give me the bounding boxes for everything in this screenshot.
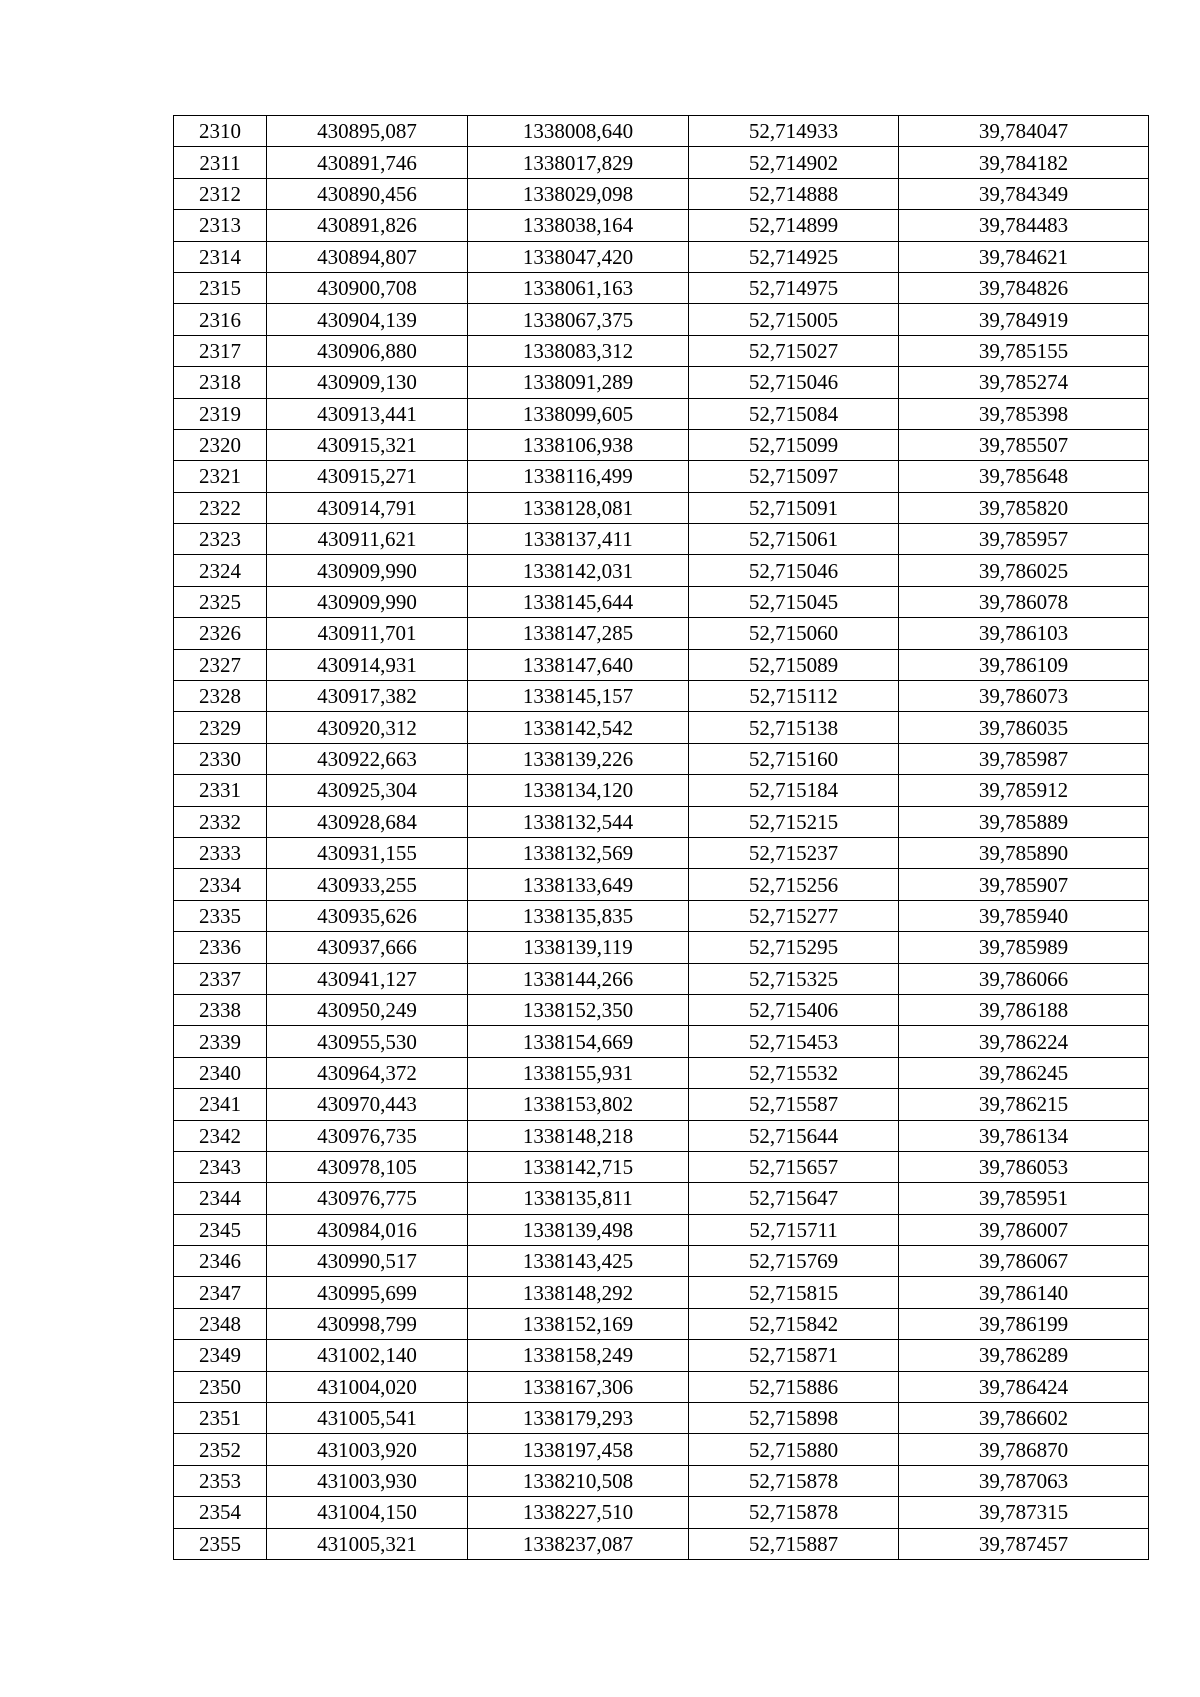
latitude-cell: 52,714888 (689, 178, 899, 209)
y-coordinate-cell: 1338158,249 (468, 1340, 689, 1371)
longitude-cell: 39,785987 (899, 743, 1149, 774)
point-number-cell: 2333 (174, 837, 267, 868)
latitude-cell: 52,715769 (689, 1246, 899, 1277)
x-coordinate-cell: 430911,621 (267, 524, 468, 555)
longitude-cell: 39,786035 (899, 712, 1149, 743)
latitude-cell: 52,715215 (689, 806, 899, 837)
table-row (174, 932, 1149, 963)
coordinates-table (173, 115, 1149, 1560)
x-coordinate-cell: 430990,517 (267, 1246, 468, 1277)
longitude-cell: 39,785890 (899, 837, 1149, 868)
table-row (174, 681, 1149, 712)
latitude-cell: 52,715027 (689, 335, 899, 366)
longitude-cell: 39,785155 (899, 335, 1149, 366)
longitude-cell: 39,785940 (899, 900, 1149, 931)
latitude-cell: 52,715842 (689, 1308, 899, 1339)
table-row (174, 1246, 1149, 1277)
longitude-cell: 39,787315 (899, 1497, 1149, 1528)
point-number-cell: 2346 (174, 1246, 267, 1277)
longitude-cell: 39,786073 (899, 681, 1149, 712)
x-coordinate-cell: 430922,663 (267, 743, 468, 774)
y-coordinate-cell: 1338143,425 (468, 1246, 689, 1277)
x-coordinate-cell: 431004,020 (267, 1371, 468, 1402)
point-number-cell: 2353 (174, 1465, 267, 1496)
x-coordinate-cell: 430900,708 (267, 272, 468, 303)
table-row (174, 1089, 1149, 1120)
point-number-cell: 2322 (174, 492, 267, 523)
latitude-cell: 52,715160 (689, 743, 899, 774)
point-number-cell: 2320 (174, 429, 267, 460)
y-coordinate-cell: 1338134,120 (468, 775, 689, 806)
latitude-cell: 52,714975 (689, 272, 899, 303)
point-number-cell: 2331 (174, 775, 267, 806)
x-coordinate-cell: 431003,920 (267, 1434, 468, 1465)
y-coordinate-cell: 1338106,938 (468, 429, 689, 460)
x-coordinate-cell: 430914,931 (267, 649, 468, 680)
table-row (174, 1277, 1149, 1308)
longitude-cell: 39,787063 (899, 1465, 1149, 1496)
latitude-cell: 52,715898 (689, 1403, 899, 1434)
table-row (174, 241, 1149, 272)
point-number-cell: 2337 (174, 963, 267, 994)
x-coordinate-cell: 430906,880 (267, 335, 468, 366)
longitude-cell: 39,786134 (899, 1120, 1149, 1151)
y-coordinate-cell: 1338061,163 (468, 272, 689, 303)
point-number-cell: 2323 (174, 524, 267, 555)
table-row (174, 963, 1149, 994)
point-number-cell: 2311 (174, 147, 267, 178)
longitude-cell: 39,784483 (899, 210, 1149, 241)
x-coordinate-cell: 430935,626 (267, 900, 468, 931)
x-coordinate-cell: 430891,826 (267, 210, 468, 241)
x-coordinate-cell: 430937,666 (267, 932, 468, 963)
point-number-cell: 2315 (174, 272, 267, 303)
table-row (174, 806, 1149, 837)
y-coordinate-cell: 1338139,119 (468, 932, 689, 963)
table-row (174, 712, 1149, 743)
table-row (174, 398, 1149, 429)
y-coordinate-cell: 1338137,411 (468, 524, 689, 555)
point-number-cell: 2339 (174, 1026, 267, 1057)
latitude-cell: 52,715878 (689, 1465, 899, 1496)
longitude-cell: 39,786424 (899, 1371, 1149, 1402)
x-coordinate-cell: 430976,775 (267, 1183, 468, 1214)
y-coordinate-cell: 1338017,829 (468, 147, 689, 178)
longitude-cell: 39,785507 (899, 429, 1149, 460)
longitude-cell: 39,786224 (899, 1026, 1149, 1057)
longitude-cell: 39,786602 (899, 1403, 1149, 1434)
latitude-cell: 52,715256 (689, 869, 899, 900)
x-coordinate-cell: 430955,530 (267, 1026, 468, 1057)
point-number-cell: 2354 (174, 1497, 267, 1528)
latitude-cell: 52,715878 (689, 1497, 899, 1528)
x-coordinate-cell: 430976,735 (267, 1120, 468, 1151)
longitude-cell: 39,784826 (899, 272, 1149, 303)
y-coordinate-cell: 1338116,499 (468, 461, 689, 492)
table-row (174, 1528, 1149, 1559)
table-row (174, 304, 1149, 335)
x-coordinate-cell: 430911,701 (267, 618, 468, 649)
latitude-cell: 52,715406 (689, 994, 899, 1025)
x-coordinate-cell: 430895,087 (267, 116, 468, 147)
longitude-cell: 39,786066 (899, 963, 1149, 994)
y-coordinate-cell: 1338147,640 (468, 649, 689, 680)
longitude-cell: 39,786140 (899, 1277, 1149, 1308)
x-coordinate-cell: 430894,807 (267, 241, 468, 272)
point-number-cell: 2335 (174, 900, 267, 931)
table-row (174, 1057, 1149, 1088)
longitude-cell: 39,785957 (899, 524, 1149, 555)
table-row (174, 994, 1149, 1025)
latitude-cell: 52,715647 (689, 1183, 899, 1214)
x-coordinate-cell: 430950,249 (267, 994, 468, 1025)
y-coordinate-cell: 1338038,164 (468, 210, 689, 241)
y-coordinate-cell: 1338067,375 (468, 304, 689, 335)
longitude-cell: 39,785889 (899, 806, 1149, 837)
coordinates-table-body (174, 116, 1149, 1560)
table-row (174, 429, 1149, 460)
table-row (174, 335, 1149, 366)
point-number-cell: 2327 (174, 649, 267, 680)
point-number-cell: 2326 (174, 618, 267, 649)
x-coordinate-cell: 430931,155 (267, 837, 468, 868)
y-coordinate-cell: 1338008,640 (468, 116, 689, 147)
y-coordinate-cell: 1338147,285 (468, 618, 689, 649)
longitude-cell: 39,784047 (899, 116, 1149, 147)
latitude-cell: 52,715887 (689, 1528, 899, 1559)
latitude-cell: 52,715099 (689, 429, 899, 460)
point-number-cell: 2319 (174, 398, 267, 429)
x-coordinate-cell: 430970,443 (267, 1089, 468, 1120)
y-coordinate-cell: 1338210,508 (468, 1465, 689, 1496)
point-number-cell: 2330 (174, 743, 267, 774)
latitude-cell: 52,715091 (689, 492, 899, 523)
point-number-cell: 2352 (174, 1434, 267, 1465)
x-coordinate-cell: 430998,799 (267, 1308, 468, 1339)
y-coordinate-cell: 1338155,931 (468, 1057, 689, 1088)
latitude-cell: 52,715089 (689, 649, 899, 680)
table-row (174, 618, 1149, 649)
table-row (174, 1465, 1149, 1496)
latitude-cell: 52,715295 (689, 932, 899, 963)
table-row (174, 555, 1149, 586)
longitude-cell: 39,786870 (899, 1434, 1149, 1465)
x-coordinate-cell: 430941,127 (267, 963, 468, 994)
y-coordinate-cell: 1338144,266 (468, 963, 689, 994)
latitude-cell: 52,715277 (689, 900, 899, 931)
x-coordinate-cell: 430915,271 (267, 461, 468, 492)
y-coordinate-cell: 1338047,420 (468, 241, 689, 272)
latitude-cell: 52,715325 (689, 963, 899, 994)
x-coordinate-cell: 430904,139 (267, 304, 468, 335)
table-row (174, 1497, 1149, 1528)
y-coordinate-cell: 1338139,226 (468, 743, 689, 774)
longitude-cell: 39,786109 (899, 649, 1149, 680)
point-number-cell: 2338 (174, 994, 267, 1025)
y-coordinate-cell: 1338083,312 (468, 335, 689, 366)
x-coordinate-cell: 430913,441 (267, 398, 468, 429)
longitude-cell: 39,786025 (899, 555, 1149, 586)
x-coordinate-cell: 430917,382 (267, 681, 468, 712)
x-coordinate-cell: 430920,312 (267, 712, 468, 743)
longitude-cell: 39,786199 (899, 1308, 1149, 1339)
y-coordinate-cell: 1338154,669 (468, 1026, 689, 1057)
latitude-cell: 52,715005 (689, 304, 899, 335)
y-coordinate-cell: 1338152,350 (468, 994, 689, 1025)
x-coordinate-cell: 430984,016 (267, 1214, 468, 1245)
table-row (174, 586, 1149, 617)
longitude-cell: 39,785951 (899, 1183, 1149, 1214)
point-number-cell: 2325 (174, 586, 267, 617)
latitude-cell: 52,715657 (689, 1151, 899, 1182)
x-coordinate-cell: 430914,791 (267, 492, 468, 523)
latitude-cell: 52,715138 (689, 712, 899, 743)
x-coordinate-cell: 431003,930 (267, 1465, 468, 1496)
longitude-cell: 39,784182 (899, 147, 1149, 178)
latitude-cell: 52,715815 (689, 1277, 899, 1308)
point-number-cell: 2317 (174, 335, 267, 366)
table-row (174, 1371, 1149, 1402)
x-coordinate-cell: 430933,255 (267, 869, 468, 900)
table-row (174, 1120, 1149, 1151)
latitude-cell: 52,714902 (689, 147, 899, 178)
point-number-cell: 2334 (174, 869, 267, 900)
point-number-cell: 2310 (174, 116, 267, 147)
table-row (174, 837, 1149, 868)
y-coordinate-cell: 1338197,458 (468, 1434, 689, 1465)
latitude-cell: 52,715112 (689, 681, 899, 712)
latitude-cell: 52,715886 (689, 1371, 899, 1402)
latitude-cell: 52,715871 (689, 1340, 899, 1371)
y-coordinate-cell: 1338152,169 (468, 1308, 689, 1339)
table-row (174, 147, 1149, 178)
y-coordinate-cell: 1338142,715 (468, 1151, 689, 1182)
y-coordinate-cell: 1338148,218 (468, 1120, 689, 1151)
table-row (174, 1026, 1149, 1057)
x-coordinate-cell: 430928,684 (267, 806, 468, 837)
latitude-cell: 52,715237 (689, 837, 899, 868)
point-number-cell: 2340 (174, 1057, 267, 1088)
longitude-cell: 39,785648 (899, 461, 1149, 492)
longitude-cell: 39,786078 (899, 586, 1149, 617)
longitude-cell: 39,786245 (899, 1057, 1149, 1088)
table-row (174, 1183, 1149, 1214)
longitude-cell: 39,785398 (899, 398, 1149, 429)
longitude-cell: 39,786289 (899, 1340, 1149, 1371)
y-coordinate-cell: 1338132,569 (468, 837, 689, 868)
y-coordinate-cell: 1338142,542 (468, 712, 689, 743)
y-coordinate-cell: 1338153,802 (468, 1089, 689, 1120)
table-row (174, 1308, 1149, 1339)
longitude-cell: 39,785989 (899, 932, 1149, 963)
table-row (174, 1434, 1149, 1465)
y-coordinate-cell: 1338179,293 (468, 1403, 689, 1434)
y-coordinate-cell: 1338029,098 (468, 178, 689, 209)
latitude-cell: 52,715532 (689, 1057, 899, 1088)
longitude-cell: 39,784349 (899, 178, 1149, 209)
x-coordinate-cell: 430978,105 (267, 1151, 468, 1182)
x-coordinate-cell: 430995,699 (267, 1277, 468, 1308)
longitude-cell: 39,785912 (899, 775, 1149, 806)
latitude-cell: 52,715061 (689, 524, 899, 555)
table-row (174, 743, 1149, 774)
y-coordinate-cell: 1338167,306 (468, 1371, 689, 1402)
point-number-cell: 2355 (174, 1528, 267, 1559)
table-row (174, 492, 1149, 523)
latitude-cell: 52,714899 (689, 210, 899, 241)
latitude-cell: 52,715097 (689, 461, 899, 492)
latitude-cell: 52,715587 (689, 1089, 899, 1120)
point-number-cell: 2316 (174, 304, 267, 335)
table-row (174, 900, 1149, 931)
x-coordinate-cell: 431005,321 (267, 1528, 468, 1559)
x-coordinate-cell: 431002,140 (267, 1340, 468, 1371)
x-coordinate-cell: 430891,746 (267, 147, 468, 178)
longitude-cell: 39,785907 (899, 869, 1149, 900)
y-coordinate-cell: 1338145,157 (468, 681, 689, 712)
point-number-cell: 2347 (174, 1277, 267, 1308)
point-number-cell: 2349 (174, 1340, 267, 1371)
latitude-cell: 52,715060 (689, 618, 899, 649)
latitude-cell: 52,715711 (689, 1214, 899, 1245)
y-coordinate-cell: 1338148,292 (468, 1277, 689, 1308)
table-row (174, 1403, 1149, 1434)
point-number-cell: 2318 (174, 367, 267, 398)
latitude-cell: 52,715084 (689, 398, 899, 429)
point-number-cell: 2343 (174, 1151, 267, 1182)
latitude-cell: 52,715453 (689, 1026, 899, 1057)
x-coordinate-cell: 430925,304 (267, 775, 468, 806)
longitude-cell: 39,785820 (899, 492, 1149, 523)
longitude-cell: 39,786103 (899, 618, 1149, 649)
point-number-cell: 2344 (174, 1183, 267, 1214)
y-coordinate-cell: 1338139,498 (468, 1214, 689, 1245)
y-coordinate-cell: 1338237,087 (468, 1528, 689, 1559)
point-number-cell: 2324 (174, 555, 267, 586)
point-number-cell: 2341 (174, 1089, 267, 1120)
x-coordinate-cell: 431005,541 (267, 1403, 468, 1434)
table-row (174, 1151, 1149, 1182)
y-coordinate-cell: 1338142,031 (468, 555, 689, 586)
x-coordinate-cell: 430915,321 (267, 429, 468, 460)
longitude-cell: 39,786007 (899, 1214, 1149, 1245)
point-number-cell: 2336 (174, 932, 267, 963)
y-coordinate-cell: 1338128,081 (468, 492, 689, 523)
longitude-cell: 39,786067 (899, 1246, 1149, 1277)
point-number-cell: 2350 (174, 1371, 267, 1402)
longitude-cell: 39,786215 (899, 1089, 1149, 1120)
point-number-cell: 2321 (174, 461, 267, 492)
x-coordinate-cell: 430890,456 (267, 178, 468, 209)
latitude-cell: 52,715184 (689, 775, 899, 806)
table-row (174, 1214, 1149, 1245)
latitude-cell: 52,714925 (689, 241, 899, 272)
longitude-cell: 39,786053 (899, 1151, 1149, 1182)
y-coordinate-cell: 1338091,289 (468, 367, 689, 398)
x-coordinate-cell: 430909,990 (267, 555, 468, 586)
latitude-cell: 52,715880 (689, 1434, 899, 1465)
x-coordinate-cell: 430964,372 (267, 1057, 468, 1088)
y-coordinate-cell: 1338227,510 (468, 1497, 689, 1528)
longitude-cell: 39,784621 (899, 241, 1149, 272)
table-row (174, 367, 1149, 398)
y-coordinate-cell: 1338132,544 (468, 806, 689, 837)
table-row (174, 524, 1149, 555)
y-coordinate-cell: 1338133,649 (468, 869, 689, 900)
table-row (174, 116, 1149, 147)
y-coordinate-cell: 1338135,811 (468, 1183, 689, 1214)
latitude-cell: 52,715046 (689, 555, 899, 586)
table-row (174, 1340, 1149, 1371)
point-number-cell: 2342 (174, 1120, 267, 1151)
latitude-cell: 52,715644 (689, 1120, 899, 1151)
point-number-cell: 2348 (174, 1308, 267, 1339)
point-number-cell: 2312 (174, 178, 267, 209)
y-coordinate-cell: 1338099,605 (468, 398, 689, 429)
latitude-cell: 52,715046 (689, 367, 899, 398)
point-number-cell: 2345 (174, 1214, 267, 1245)
latitude-cell: 52,714933 (689, 116, 899, 147)
point-number-cell: 2313 (174, 210, 267, 241)
longitude-cell: 39,785274 (899, 367, 1149, 398)
latitude-cell: 52,715045 (689, 586, 899, 617)
table-row (174, 178, 1149, 209)
table-row (174, 649, 1149, 680)
table-row (174, 869, 1149, 900)
table-row (174, 272, 1149, 303)
point-number-cell: 2329 (174, 712, 267, 743)
longitude-cell: 39,784919 (899, 304, 1149, 335)
point-number-cell: 2328 (174, 681, 267, 712)
y-coordinate-cell: 1338145,644 (468, 586, 689, 617)
table-row (174, 210, 1149, 241)
x-coordinate-cell: 431004,150 (267, 1497, 468, 1528)
point-number-cell: 2351 (174, 1403, 267, 1434)
point-number-cell: 2332 (174, 806, 267, 837)
longitude-cell: 39,787457 (899, 1528, 1149, 1559)
y-coordinate-cell: 1338135,835 (468, 900, 689, 931)
longitude-cell: 39,786188 (899, 994, 1149, 1025)
x-coordinate-cell: 430909,130 (267, 367, 468, 398)
point-number-cell: 2314 (174, 241, 267, 272)
table-row (174, 461, 1149, 492)
x-coordinate-cell: 430909,990 (267, 586, 468, 617)
table-row (174, 775, 1149, 806)
